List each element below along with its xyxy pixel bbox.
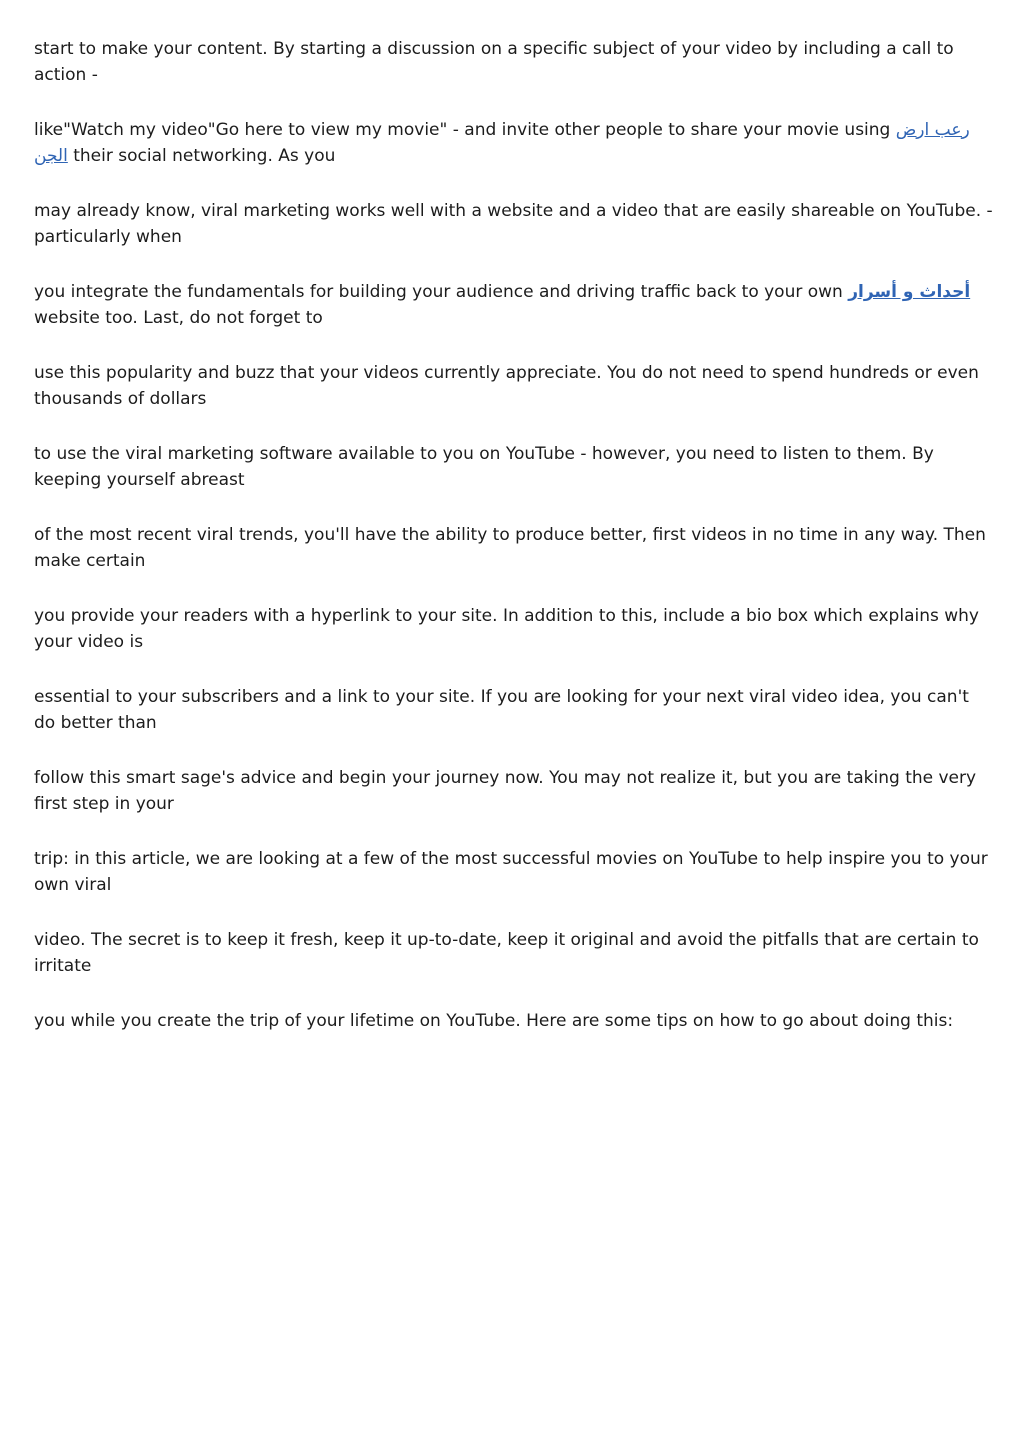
- paragraph-2-text-before: like"Watch my video"Go here to view my movie" - and invite other people to share your movie using: [34, 120, 896, 140]
- paragraph-6: to use the viral marketing software available to you on YouTube - however, you need to listen to them. By keeping yourself abreast: [34, 444, 934, 490]
- paragraph-2: [34, 117, 994, 169]
- paragraph-11: trip: in this article, we are looking at a few of the most successful movies on YouTube to help inspire you to your own viral: [34, 849, 988, 895]
- paragraph-3: may already know, viral marketing works well with a website and a video that are easily shareable on YouTube. - particularly when: [34, 201, 993, 247]
- paragraph-4-text-after: website too. Last, do not forget to: [34, 308, 323, 328]
- paragraph-5: use this popularity and buzz that your videos currently appreciate. You do not need to spend hundreds or even thousands of dollars: [34, 363, 979, 409]
- document-page: [34, 36, 994, 1063]
- paragraph-10: follow this smart sage's advice and begin your journey now. You may not realize it, but you are taking the very first step in your: [34, 768, 977, 814]
- paragraph-4-text-before: you integrate the fundamentals for building your audience and driving traffic back to your own: [34, 282, 849, 302]
- arabic-link-1[interactable]: رعب ارض الجن: [34, 120, 970, 166]
- paragraph-7: of the most recent viral trends, you'll have the ability to produce better, first videos in no time in any way. Then make certain: [34, 525, 986, 571]
- paragraph-4: [34, 279, 994, 331]
- paragraph-13: you while you create the trip of your lifetime on YouTube. Here are some tips on how to go about doing this:: [34, 1011, 954, 1031]
- arabic-link-2[interactable]: أحداث و أسرار: [848, 282, 971, 302]
- paragraph-1: start to make your content. By starting a discussion on a specific subject of your video by including a call to action -: [34, 39, 954, 85]
- paragraph-2-text-after: their social networking. As you: [67, 146, 336, 166]
- paragraph-9: essential to your subscribers and a link to your site. If you are looking for your next viral video idea, you can't do better than: [34, 687, 969, 733]
- paragraph-8: you provide your readers with a hyperlink to your site. In addition to this, include a bio box which explains why your video is: [34, 606, 979, 652]
- paragraph-12: video. The secret is to keep it fresh, keep it up-to-date, keep it original and avoid the pitfalls that are certain to irritate: [34, 930, 979, 976]
